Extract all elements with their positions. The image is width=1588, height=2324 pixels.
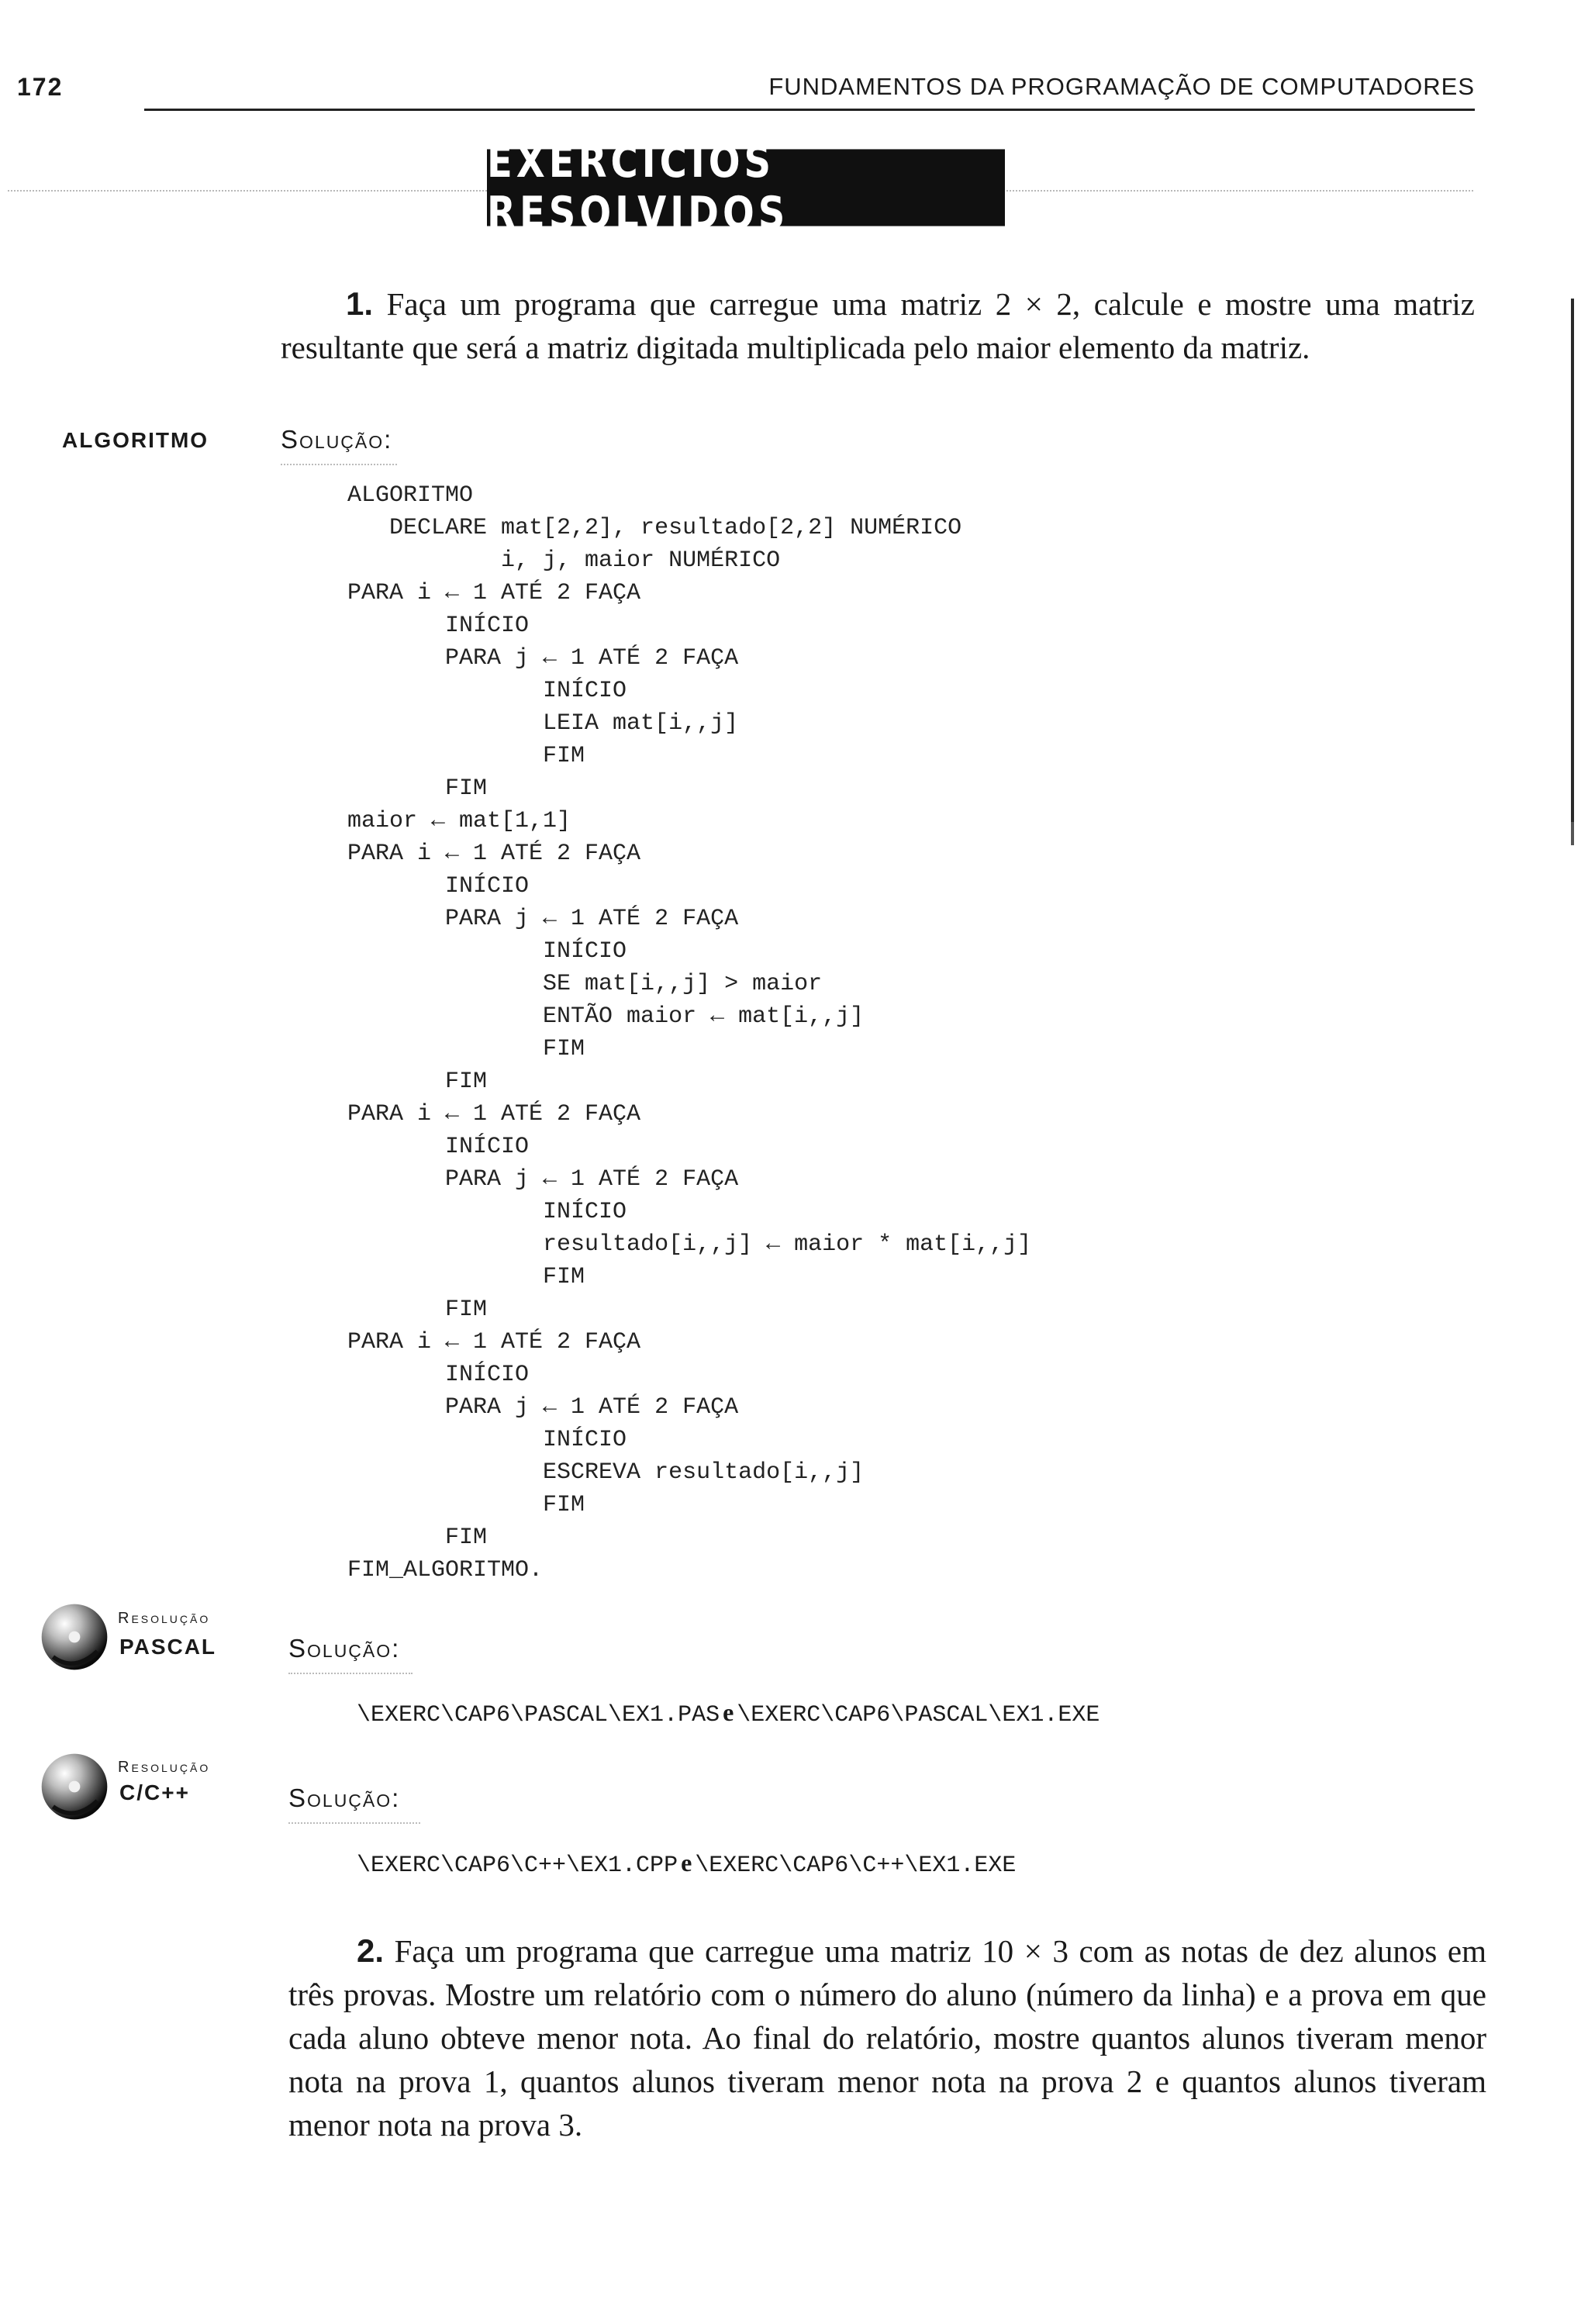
running-title: FUNDAMENTOS DA PROGRAMAÇÃO DE COMPUTADORES [768,73,1475,100]
code-line: FIM [347,775,488,802]
code-line: INÍCIO [347,1427,627,1453]
code-line: INÍCIO [347,1199,627,1225]
margin-rule-tick [1571,822,1574,845]
solution-label-cpp: Solução: [288,1784,401,1812]
pascal-file-paths [357,1698,1100,1728]
header-rule [144,109,1475,111]
solution-label-algorithm: Solução: [281,425,393,454]
code-line: INÍCIO [347,938,627,965]
disc-icon-cpp [39,1751,110,1822]
disc-icon-pascal [39,1601,110,1673]
exercise-1-number: 1. [346,285,374,322]
code-line: FIM_ALGORITMO. [347,1557,544,1583]
code-line: FIM [347,743,585,769]
code-line: LEIA mat[i,,j] [347,710,739,737]
code-line: FIM [347,1492,585,1518]
code-line: INÍCIO [347,873,530,900]
code-line: PARA j ← 1 ATÉ 2 FAÇA [347,906,739,932]
solution-label-pascal: Solução: [288,1634,401,1663]
code-line: INÍCIO [347,678,627,704]
language-label-cpp: C/C++ [119,1780,190,1804]
cpp-file-paths [357,1849,1016,1879]
code-line: PARA j ← 1 ATÉ 2 FAÇA [347,1394,739,1421]
exercise-2-text: Faça um programa que carregue uma matriz 10 × 3 com as notas de dez alunos em três provas. Mostre um relatório com o número do aluno (número da linha) e a prova em que cada aluno obteve menor nota. Ao final do relatório, mostre quantos alunos tiveram menor nota na prova 1, quantos alunos tiveram menor nota na prova 2 e quantos alunos tiveram menor nota na prova 3. [288,1933,1487,2143]
code-line: INÍCIO [347,1134,530,1160]
code-line: ENTÃO maior ← mat[i,,j] [347,1003,865,1030]
code-line: PARA i ← 1 ATÉ 2 FAÇA [347,841,641,867]
algorithm-code-block [347,479,1031,1587]
code-line: PARA i ← 1 ATÉ 2 FAÇA [347,580,641,606]
code-line: FIM [347,1297,488,1323]
section-banner: EXERCÍCIOS RESOLVIDOS [487,149,1005,226]
code-line: ESCREVA resultado[i,,j] [347,1459,865,1486]
code-line: maior ← mat[1,1] [347,808,571,834]
margin-label-algoritmo: ALGORITMO [62,428,209,452]
pascal-source-path: \EXERC\CAP6\PASCAL\EX1.PAS [357,1702,720,1728]
code-line: FIM [347,1036,585,1062]
solution-underline [288,1673,413,1674]
exercise-1-statement [281,282,1475,369]
code-line: i, j, maior NUMÉRICO [347,547,781,574]
code-line: PARA j ← 1 ATÉ 2 FAÇA [347,1166,739,1193]
code-line: PARA i ← 1 ATÉ 2 FAÇA [347,1329,641,1355]
exercise-2-statement [288,1929,1486,2146]
path-connector: e [723,1698,734,1726]
code-line: FIM [347,1069,488,1095]
code-line: resultado[i,,j] ← maior * mat[i,,j] [347,1231,1032,1258]
code-line: PARA i ← 1 ATÉ 2 FAÇA [347,1101,641,1127]
cpp-exe-path: \EXERC\CAP6\C++\EX1.EXE [695,1853,1017,1879]
exercise-2-number: 2. [357,1932,385,1969]
solution-underline [288,1822,420,1824]
code-line: INÍCIO [347,1362,530,1388]
code-line: FIM [347,1264,585,1290]
exercise-1-text: Faça um programa que carregue uma matriz 2 × 2, calcule e mostre uma matriz resultante que será a matriz digitada multiplicada pelo maior elemento da matriz. [281,286,1476,365]
pascal-exe-path: \EXERC\CAP6\PASCAL\EX1.EXE [737,1702,1100,1728]
code-line: ALGORITMO [347,482,474,509]
path-connector: e [681,1849,692,1877]
cpp-source-path: \EXERC\CAP6\C++\EX1.CPP [357,1853,678,1879]
language-label-pascal: PASCAL [119,1635,217,1659]
code-line: FIM [347,1525,488,1551]
resolution-label-cpp: Resolução [118,1759,211,1776]
solution-underline [281,464,397,465]
resolution-label-pascal: Resolução [118,1610,211,1627]
code-line: SE mat[i,,j] > maior [347,971,823,997]
page-number: 172 [17,73,64,101]
code-line: INÍCIO [347,613,530,639]
margin-rule [1571,299,1574,826]
code-line: PARA j ← 1 ATÉ 2 FAÇA [347,645,739,672]
code-line: DECLARE mat[2,2], resultado[2,2] NUMÉRICO [347,515,962,541]
